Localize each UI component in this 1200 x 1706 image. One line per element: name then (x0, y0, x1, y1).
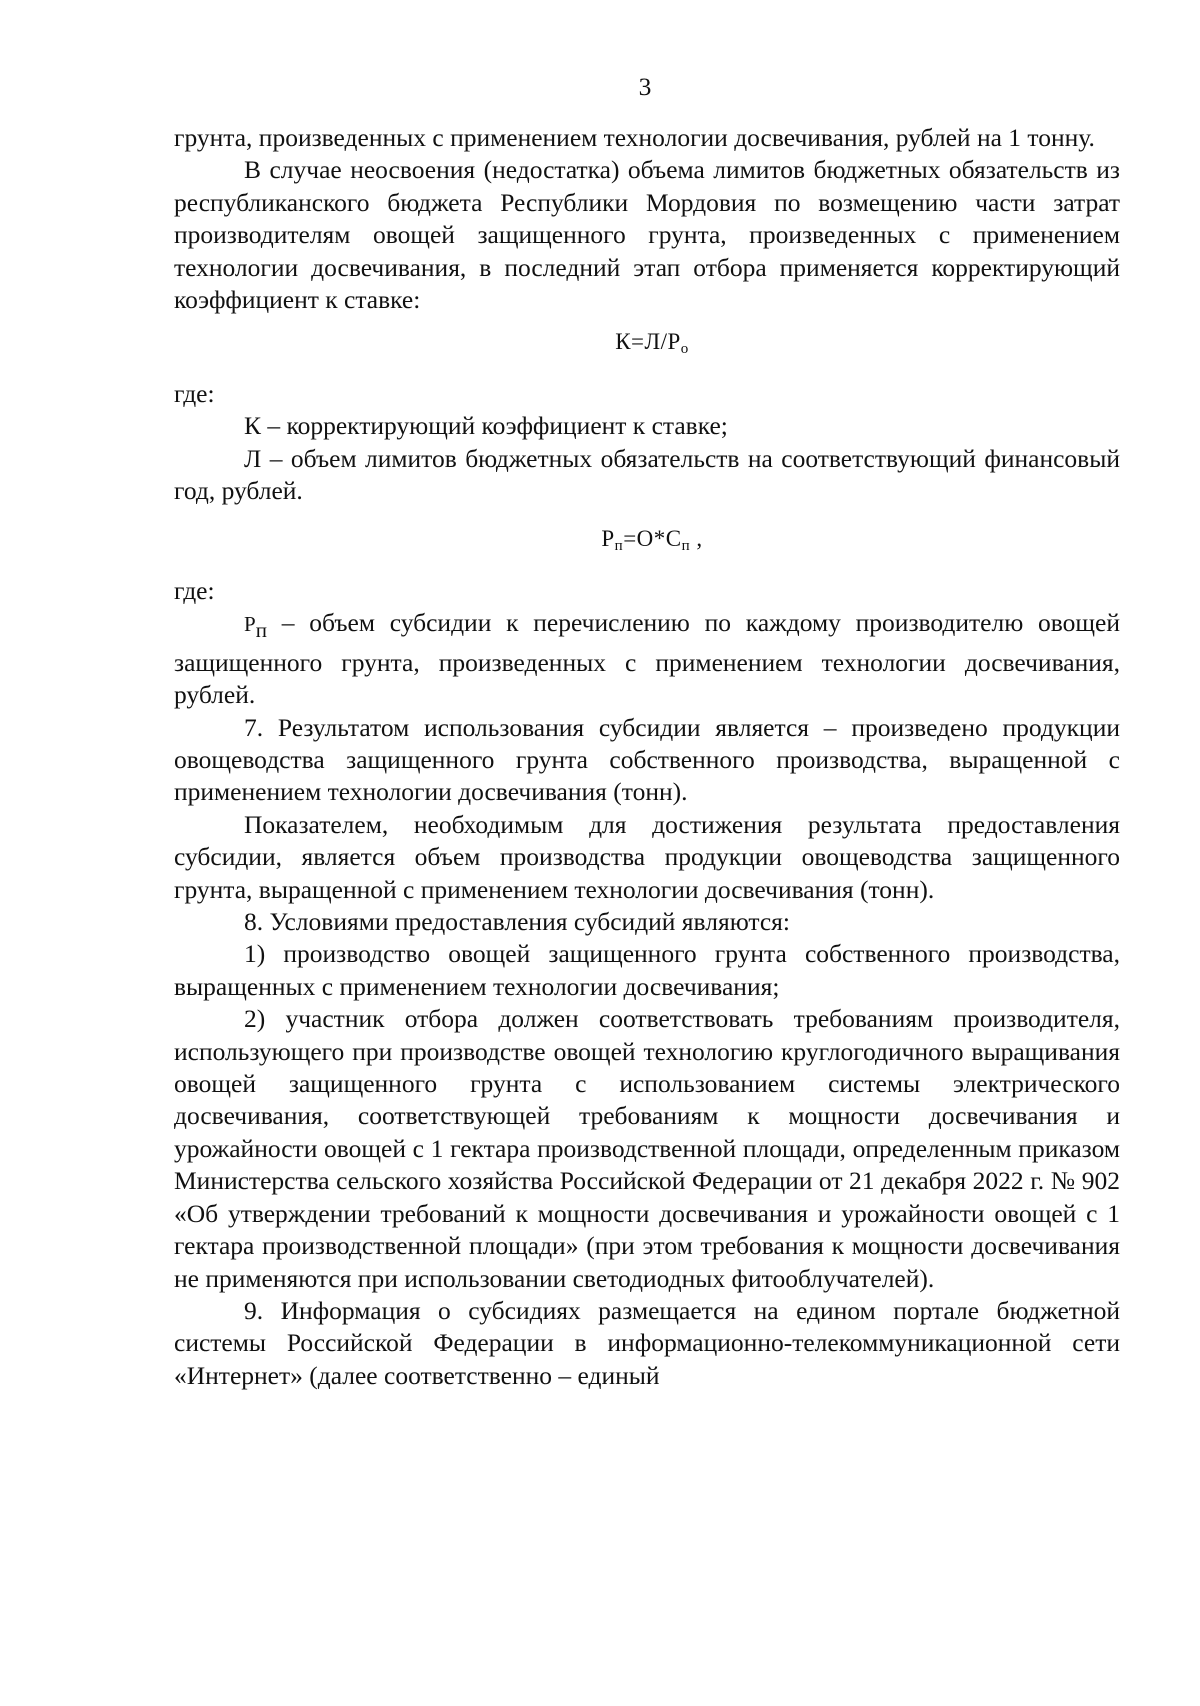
paragraph-7: 7. Результатом использования субсидии является – произведено продукции овощеводства защищенного грунта собственного производства, выращенной с применением технологии досвечивания (тонн). (174, 712, 1120, 807)
formula-k (174, 326, 1120, 365)
formula-rp-b-sub: п (681, 538, 691, 555)
formula-k-main: К=Л/Р (615, 329, 681, 355)
formula-rp-tail: , (690, 526, 703, 552)
definition-rp-symbol: Р (244, 612, 256, 637)
paragraph-9: 9. Информация о субсидиях размещается на едином портале бюджетной системы Российской Федерации в информационно-телекоммуникационной сети «Интернет» (далее соответственно – единый (174, 1295, 1120, 1390)
paragraph-8: 8. Условиями предоставления субсидий являются: (244, 907, 790, 937)
page-number: 3 (638, 72, 652, 101)
formula-k-sub: о (680, 341, 689, 358)
definition-k: К – корректирующий коэффициент к ставке; (244, 411, 728, 441)
paragraph-8-item-1: 1) производство овощей защищенного грунта собственного производства, выращенных с применением технологии досвечивания; (174, 939, 1120, 1001)
paragraph-correction-coefficient: В случае неосвоения (недостатка) объема лимитов бюджетных обязательств из республиканского бюджета Республики Мордовия по возмещению части затрат производителям овощей защищенного грунта, произведенных с применением технологии досвечивания, в последний этап отбора применяется корректирующий коэффициент к ставке: (174, 155, 1120, 315)
formula-rp-b: =О*С (623, 526, 682, 552)
definition-rp-text: – объем субсидии к перечислению по каждому производителю овощей защищенного грунта, произведенных с применением технологии досвечивания, рублей. (174, 608, 1120, 710)
definition-rp (174, 607, 1120, 711)
formula-rp-a-sub: п (614, 538, 624, 555)
definition-l: Л – объем лимитов бюджетных обязательств на соответствующий финансовый год, рублей. (174, 443, 1120, 506)
paragraph-8-item-2: 2) участник отбора должен соответствовать требованиям производителя, использующего при производстве овощей технологию круглогодичного выращивания овощей защищенного грунта с использованием системы электрического досвечивания, соответствующей требованиям к мощности досвечивания и урожайности овощей с 1 гектара производственной площади, определенным приказом Министерства сельского хозяйства Российской Федерации от 21 декабря 2022 г. № 902 «Об утверждении требований к мощности досвечивания и урожайности овощей с 1 гектара производственной площади» (при этом требования к мощности досвечивания не применяются при использовании светодиодных фитооблучателей). (174, 1004, 1120, 1293)
formula-rp (174, 523, 1120, 562)
where-label-1: где: (174, 378, 215, 408)
paragraph-continuation: грунта, произведенных с применением технологии досвечивания, рублей на 1 тонну. (174, 123, 1095, 152)
formula-rp-a: Р (601, 526, 615, 552)
where-label-2: где: (174, 575, 215, 605)
paragraph-7-indicator: Показателем, необходимым для достижения результата предоставления субсидии, является объем производства продукции овощеводства защищенного грунта, выращенной с применением технологии досвечивания (тонн). (174, 809, 1120, 904)
definition-rp-sub: п (255, 618, 267, 643)
